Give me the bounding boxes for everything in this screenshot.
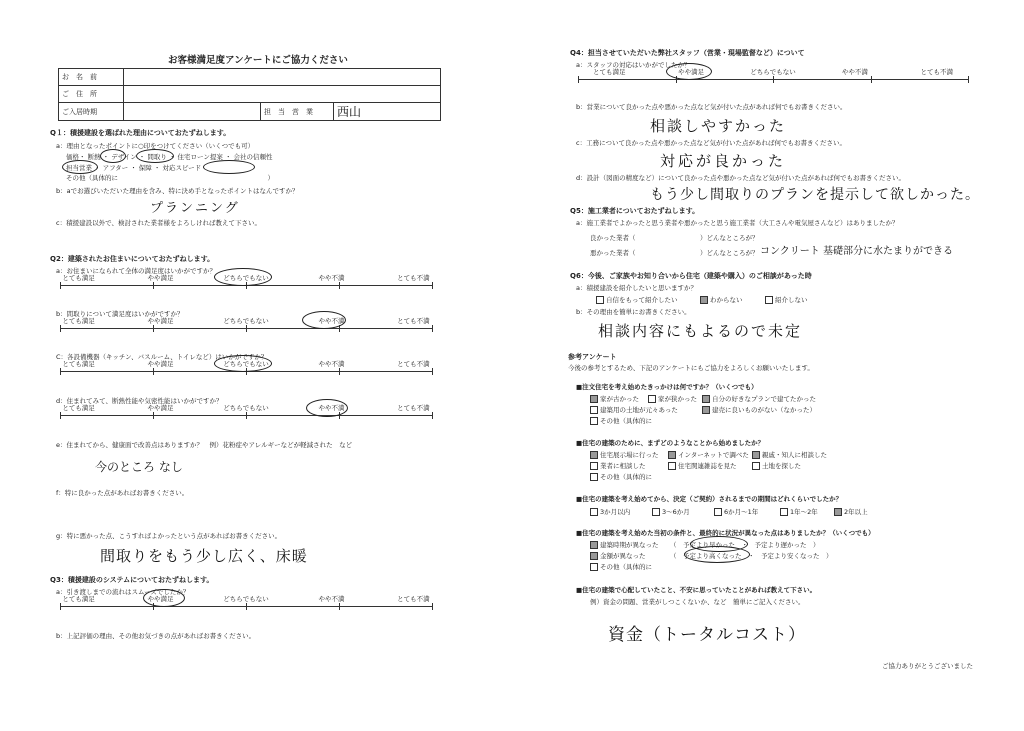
scale-label: とても不満 <box>397 317 430 325</box>
q4-c-answer[interactable]: 対応が良かった <box>660 152 787 170</box>
ref-q4-opt[interactable] <box>590 562 652 571</box>
ref-q4-opt[interactable] <box>590 551 646 560</box>
option-label: 家が狭かった <box>658 395 697 403</box>
checkbox[interactable] <box>590 508 598 516</box>
q4-c-text: c：工務について良かった点や悪かった点など気が付いた点があれば何でもお書きください。 <box>576 139 846 147</box>
scale-label: やや不満 <box>318 274 345 282</box>
circle-mark <box>100 149 126 163</box>
circle-mark <box>203 160 255 174</box>
q1-c-text: c：積援建設以外で、検討された業者様をよろしければ教えて下さい。 <box>56 219 261 227</box>
checkbox-checked[interactable] <box>752 451 760 459</box>
ref-q5-answer[interactable]: 資金（トータルコスト） <box>608 625 806 645</box>
ref-q1-opt[interactable] <box>590 394 639 403</box>
ref-q1-opt[interactable] <box>590 416 652 425</box>
ref-q2-opt[interactable] <box>752 461 801 470</box>
option-label: わからない <box>710 296 743 304</box>
ref-q1-opt[interactable] <box>702 405 816 414</box>
q4-heading: Q4：担当させていただいた弊社スタッフ（営業・現場監督など）について <box>570 49 805 57</box>
scale-label: どちらでもない <box>223 317 269 325</box>
option-label: 住宅関連雑誌を見た <box>678 462 737 470</box>
scale-label: どちらでもない <box>223 360 269 368</box>
ref-q4-opt[interactable] <box>590 540 659 549</box>
q4-b-answer[interactable]: 相談しやすかった <box>650 117 787 135</box>
scale-label: とても満足 <box>62 274 95 282</box>
q3-heading: Q3：積援建設のシステムについておたずねします。 <box>50 576 214 584</box>
checkbox-checked[interactable] <box>668 451 676 459</box>
selected-circle <box>302 311 346 329</box>
option-label: 3〜6か月 <box>662 508 690 516</box>
checkbox-checked[interactable] <box>590 541 598 549</box>
option-label: 土地を探した <box>762 462 801 470</box>
ref-q4-opt-detail: （ 予定より早かった ・ 予定より遅かった ） <box>670 541 820 549</box>
ref-q4-opt-detail: （ 予定より高くなった ・ 予定より安くなった ） <box>670 552 833 560</box>
scale-label: とても不満 <box>397 274 430 282</box>
option-label: 3か月以内 <box>600 508 631 516</box>
q2-g-answer[interactable]: 間取りをもう少し広く、床暖 <box>100 547 308 565</box>
scale-label: とても不満 <box>397 404 430 412</box>
option-label: 業者に相談した <box>600 462 646 470</box>
move-in-label: ご入居時期 <box>59 103 124 121</box>
move-in-field[interactable] <box>124 103 261 121</box>
q6-a-text: a：積援建設を紹介したいと思いますか？ <box>576 284 697 292</box>
q3-b-text: b：上記評価の理由、その他お気づきの点があればお書きください。 <box>56 632 256 640</box>
ref-intro: 今後の参考とするため、下記のアンケートにもご協力をよろしくお願いいたします。 <box>568 364 814 372</box>
q6-b-answer[interactable]: 相談内容にもよるので未定 <box>598 322 803 340</box>
scale-label: やや満足 <box>147 595 174 603</box>
scale-label: とても満足 <box>62 404 95 412</box>
selected-circle <box>143 589 185 607</box>
staff-value[interactable]: 西山 <box>334 103 441 121</box>
scale-label: やや不満 <box>841 68 868 76</box>
scale-label: どちらでもない <box>223 595 269 603</box>
ref-q3-opt[interactable] <box>714 507 758 516</box>
checkbox-checked[interactable] <box>590 552 598 560</box>
address-field[interactable] <box>124 86 441 103</box>
checkbox-checked[interactable] <box>702 395 710 403</box>
checkbox[interactable] <box>668 462 676 470</box>
q5-bad-answer[interactable]: コンクリート 基礎部分に水たまりができる <box>760 246 953 257</box>
q2-heading: Q2：建築されたお住まいについておたずねします。 <box>50 255 215 263</box>
ref-q3-opt[interactable] <box>834 507 868 516</box>
scale-label: やや不満 <box>318 360 345 368</box>
checkbox[interactable] <box>590 406 598 414</box>
checkbox-checked[interactable] <box>702 406 710 414</box>
ref-q1-opt[interactable] <box>590 405 678 414</box>
ref-q1-opt[interactable] <box>648 394 697 403</box>
q4-d-answer[interactable]: もう少し間取りのプランを提示して欲しかった。 <box>650 187 980 203</box>
scale-label: とても満足 <box>62 595 95 603</box>
selected-circle <box>666 63 712 80</box>
scale-label: やや満足 <box>147 317 174 325</box>
scale-label: やや不満 <box>318 404 345 412</box>
ref-q2-opt[interactable] <box>668 461 737 470</box>
q2-b-text: b：間取りについて満足度はいかがですか？ <box>56 310 184 318</box>
q1-b-answer[interactable]: プランニング <box>150 201 240 216</box>
q5-bad-where: ）どんなところが？ <box>700 249 759 257</box>
ref-q2: ■住宅の建築のために、まずどのようなことから始めましたか？ <box>576 439 765 447</box>
option-label: 6か月〜1年 <box>724 508 759 516</box>
survey-title: お客様満足度アンケートにご協力ください <box>168 55 348 66</box>
q6-option-2[interactable] <box>700 295 743 304</box>
q2-e-text: e：住まれてから、健康面で改善点はありますか？ 例）花粉症やアレルギーなどが軽減された など <box>56 441 353 449</box>
option-label: その他（具体的に <box>600 563 652 571</box>
selected-circle <box>684 546 750 563</box>
checkbox[interactable] <box>590 462 598 470</box>
option-label: その他（具体的に <box>600 473 652 481</box>
checkbox-checked[interactable] <box>590 395 598 403</box>
scale-label: やや不満 <box>318 595 345 603</box>
ref-q4: ■住宅の建築を考え始めた当初の条件と、最終的に状況が異なった点はありましたか？（いくつでも） <box>576 529 875 537</box>
ref-q1: ■注文住宅を考え始めたきっかけは何ですか？（いくつでも） <box>576 383 758 391</box>
scale-label: とても満足 <box>62 360 95 368</box>
ref-q2-opt[interactable] <box>752 450 827 459</box>
scale-label: やや満足 <box>147 360 174 368</box>
option-label: 紹介しない <box>775 296 808 304</box>
option-label: 自分の好きなプランで建てたかった <box>712 395 816 403</box>
scale-label: とても満足 <box>62 317 95 325</box>
checkbox[interactable] <box>780 508 788 516</box>
q5-heading: Q5：施工業者についておたずねします。 <box>570 207 700 215</box>
q2-g-text: g：特に悪かった点、こうすればよかったという点があればお書きください。 <box>56 532 282 540</box>
address-label: ご 住 所 <box>59 86 124 103</box>
q2-d-text: d：住まれてみて、断熱性能や気密性能はいかがですか？ <box>56 397 223 405</box>
option-label: 住宅展示場に行った <box>600 451 659 459</box>
option-label: 自信をもって紹介したい <box>606 296 678 304</box>
q4-a-scale[interactable] <box>578 70 968 84</box>
checkbox[interactable] <box>590 563 598 571</box>
customer-info-table <box>58 68 441 121</box>
option-label: インターネットで調べた <box>678 451 749 459</box>
q6-option-3[interactable] <box>765 295 808 304</box>
q5-a-text: a：施工業者でよかったと思う業者や悪かったと思う施工業者（大工さんや電気屋さんなど）はありましたか？ <box>576 219 899 227</box>
ref-q3-opt[interactable] <box>652 507 690 516</box>
option-label: 建築用の土地が元々あった <box>600 406 678 414</box>
option-label: 家が古かった <box>600 395 639 403</box>
option-label: 親戚・知人に相談した <box>762 451 827 459</box>
ref-q3-opt[interactable] <box>590 507 630 516</box>
ref-q1-opt[interactable] <box>702 394 816 403</box>
q2-a-text: a：お住まいになられて全体の満足度はいかがですか？ <box>56 267 216 275</box>
q4-a-text: a：スタッフの対応はいかがでしたか？ <box>576 61 691 69</box>
circle-mark <box>136 149 174 163</box>
scale-label: とても不満 <box>397 595 430 603</box>
ref-q5-example: 例）資金の問題、営業がしつこくないか、など 簡単にご記入ください。 <box>590 598 805 606</box>
scale-label: どちらでもない <box>223 274 269 282</box>
scale-label: やや満足 <box>678 68 705 76</box>
q2-e-answer[interactable]: 今のところ なし <box>95 460 183 474</box>
ref-q2-opt[interactable] <box>590 472 652 481</box>
q2-f-text: f：特に良かった点があればお書きください。 <box>56 489 189 497</box>
q3-a-text: a：引き渡しまでの流れはスムーズでしたか？ <box>56 588 190 596</box>
q3-a-scale[interactable] <box>60 597 432 611</box>
option-label: 建築時期が異なった <box>600 541 659 549</box>
q5-good-label: 良かった業者（ <box>590 234 636 242</box>
q6-heading: Q6：今後、ご家族やお知り合いから住宅（建築や購入）のご相談があった時 <box>570 272 812 280</box>
option-label: 2年以上 <box>844 508 868 516</box>
q4-b-text: b：営業について良かった点や悪かった点など気が付いた点があれば何でもお書きください。 <box>576 103 847 111</box>
q1-a-text: a：理由となったポイントに○印をつけてください（いくつでも可） <box>56 142 255 150</box>
checkbox[interactable] <box>596 296 604 304</box>
checkbox-checked[interactable] <box>700 296 708 304</box>
staff-label: 担 当 営 業 <box>261 103 334 121</box>
checkbox[interactable] <box>590 473 598 481</box>
q2-b-scale[interactable] <box>60 319 432 333</box>
scale-label: とても満足 <box>592 68 626 76</box>
option-label: 建売に良いものがない（なかった） <box>712 406 816 414</box>
scale-label: とても不満 <box>397 360 430 368</box>
q1-options-row2: 担当営業 ・ アフター ・ 保障 ・ 対応スピード <box>66 164 202 172</box>
circle-mark <box>62 160 98 174</box>
q1-options-row1: 価格・ 断熱 ・ デザイン ・ 間取り ・ 住宅ローン提案 ・ 会社の信頼性 <box>66 153 273 161</box>
q5-good-where: ）どんなところが？ <box>700 234 759 242</box>
q1-heading: Q１：積援建設を選ばれた理由についておたずねします。 <box>50 129 231 137</box>
scale-label: どちらでもない <box>223 404 269 412</box>
ref-q2-opt[interactable] <box>590 450 659 459</box>
checkbox-checked[interactable] <box>834 508 842 516</box>
checkbox[interactable] <box>765 296 773 304</box>
selected-circle <box>306 399 348 417</box>
q4-d-text: d：設計（図面の精度など）について良かった点や悪かった点など気が付いた点があれば何でもお書きください。 <box>576 174 905 182</box>
q5-bad-label: 悪かった業者（ <box>590 249 636 257</box>
option-label: 金額が異なった <box>600 552 646 560</box>
option-label: 1年〜2年 <box>790 508 818 516</box>
name-label: お 名 前 <box>59 69 124 86</box>
scale-label: とても不満 <box>920 68 954 76</box>
selected-circle <box>214 268 272 286</box>
scale-label: やや満足 <box>147 404 174 412</box>
thanks-text: ご協力ありがとうございました <box>882 662 973 670</box>
scale-label: やや満足 <box>147 274 174 282</box>
checkbox[interactable] <box>652 508 660 516</box>
ref-heading: 参考アンケート <box>568 353 617 361</box>
checkbox-checked[interactable] <box>590 451 598 459</box>
q6-b-text: b：その理由を簡単にお書きください。 <box>576 308 691 316</box>
ref-q3-opt[interactable] <box>780 507 818 516</box>
checkbox[interactable] <box>752 462 760 470</box>
ref-q5: ■住宅の建築で心配していたこと、不安に思っていたことがあれば教えて下さい。 <box>576 586 817 594</box>
checkbox[interactable] <box>648 395 656 403</box>
q6-option-1[interactable] <box>596 295 678 304</box>
name-field[interactable] <box>124 69 441 86</box>
q1-b-text: b：aでお選びいただいた理由を含み、特に決め手となったポイントはなんですか？ <box>56 187 299 195</box>
q1-other: その他（具体的に ） <box>66 174 274 182</box>
checkbox[interactable] <box>714 508 722 516</box>
ref-q2-opt[interactable] <box>668 450 749 459</box>
q2-d-scale[interactable] <box>60 406 432 420</box>
selected-circle <box>214 355 272 372</box>
checkbox[interactable] <box>590 417 598 425</box>
option-label: その他（具体的に <box>600 417 652 425</box>
ref-q2-opt[interactable] <box>590 461 646 470</box>
ref-q3: ■住宅の建築を考え始めてから、決定（ご契約）されるまでの期間はどれくらいでしたか？ <box>576 495 843 503</box>
scale-label: やや不満 <box>318 317 345 325</box>
q2-c-text: C：各設備機器（キッチン、バスルーム、トイレなど）はいかがですか？ <box>56 353 268 361</box>
scale-label: どちらでもない <box>750 68 796 76</box>
